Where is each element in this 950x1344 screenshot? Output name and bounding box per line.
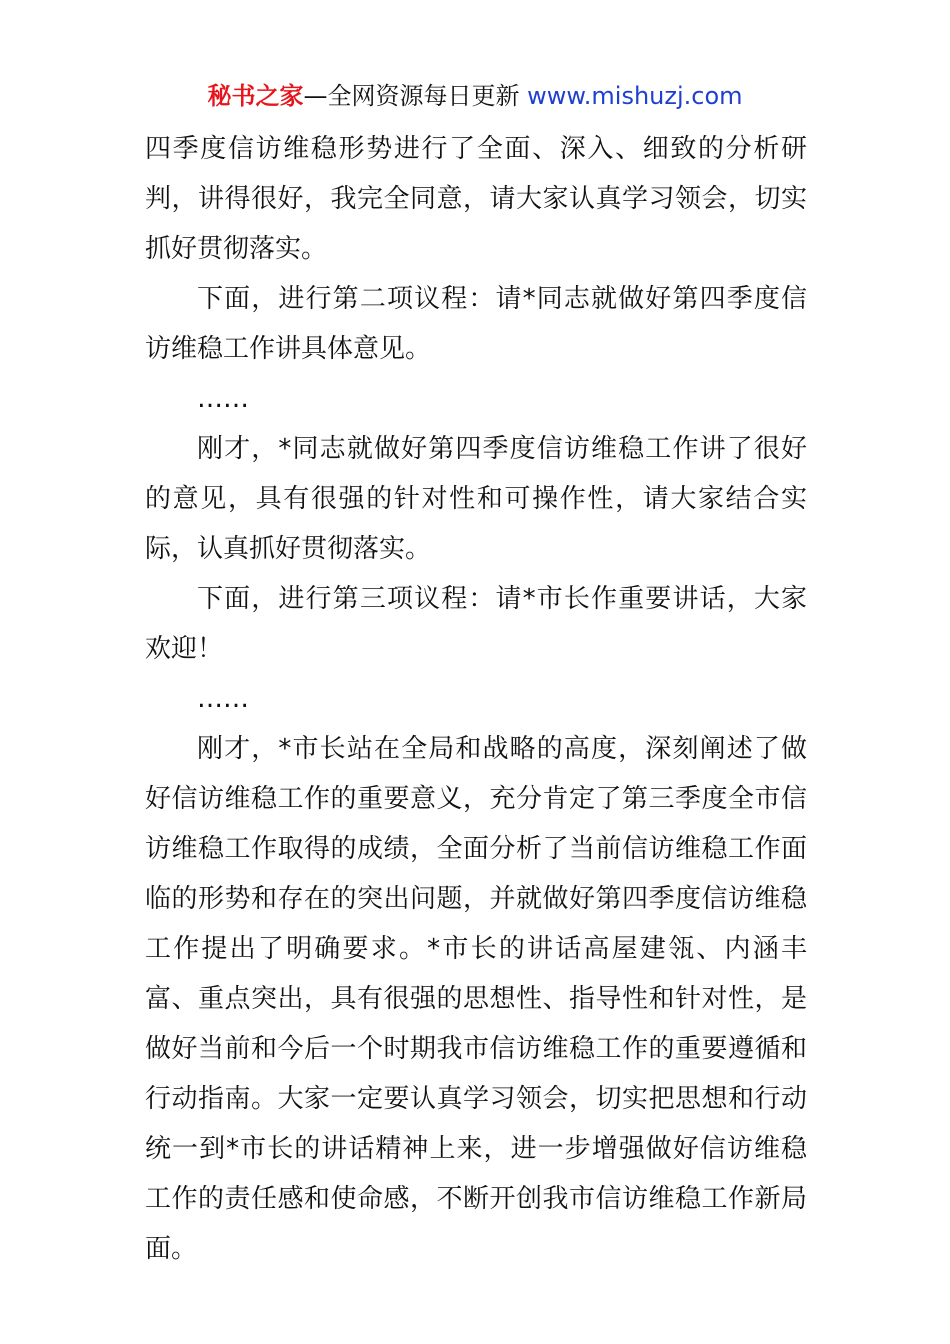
paragraph-comment-1: 刚才，*同志就做好第四季度信访维稳工作讲了很好的意见，具有很强的针对性和可操作性，请大家结合实际，认真抓好贯彻落实。 bbox=[145, 434, 807, 564]
paragraph-continued: 四季度信访维稳形势进行了全面、深入、细致的分析研判，讲得很好，我完全同意，请大家认真学习领会，切实抓好贯彻落实。 bbox=[145, 134, 807, 264]
paragraph-agenda-item-2: 下面，进行第二项议程：请*同志就做好第四季度信访维稳工作讲具体意见。 bbox=[145, 284, 807, 364]
paragraph-ellipsis: …… bbox=[197, 684, 249, 714]
page-header bbox=[0, 80, 950, 112]
document-body bbox=[145, 124, 807, 1274]
paragraph-comment-2: 刚才，*市长站在全局和战略的高度，深刻阐述了做好信访维稳工作的重要意义，充分肯定了第三季度全市信访维稳工作取得的成绩，全面分析了当前信访维稳工作面临的形势和存在的突出问题，并就做好第四季度信访维稳工作提出了明确要求。*市长的讲话高屋建瓴、内涵丰富、重点突出，具有很强的思想性、指导性和针对性，是做好当前和今后一个时期我市信访维稳工作的重要遵循和行动指南。大家一定要认真学习领会，切实把思想和行动统一到*市长的讲话精神上来，进一步增强做好信访维稳工作的责任感和使命感，不断开创我市信访维稳工作新局面。 bbox=[145, 734, 807, 1264]
paragraph-ellipsis: …… bbox=[197, 384, 249, 414]
header-tagline: —全网资源每日更新 bbox=[303, 82, 528, 110]
site-url: www.mishuzj.com bbox=[527, 82, 743, 110]
paragraph-agenda-item-3: 下面，进行第三项议程：请*市长作重要讲话，大家欢迎！ bbox=[145, 584, 807, 664]
brand-name: 秘书之家 bbox=[207, 82, 304, 110]
